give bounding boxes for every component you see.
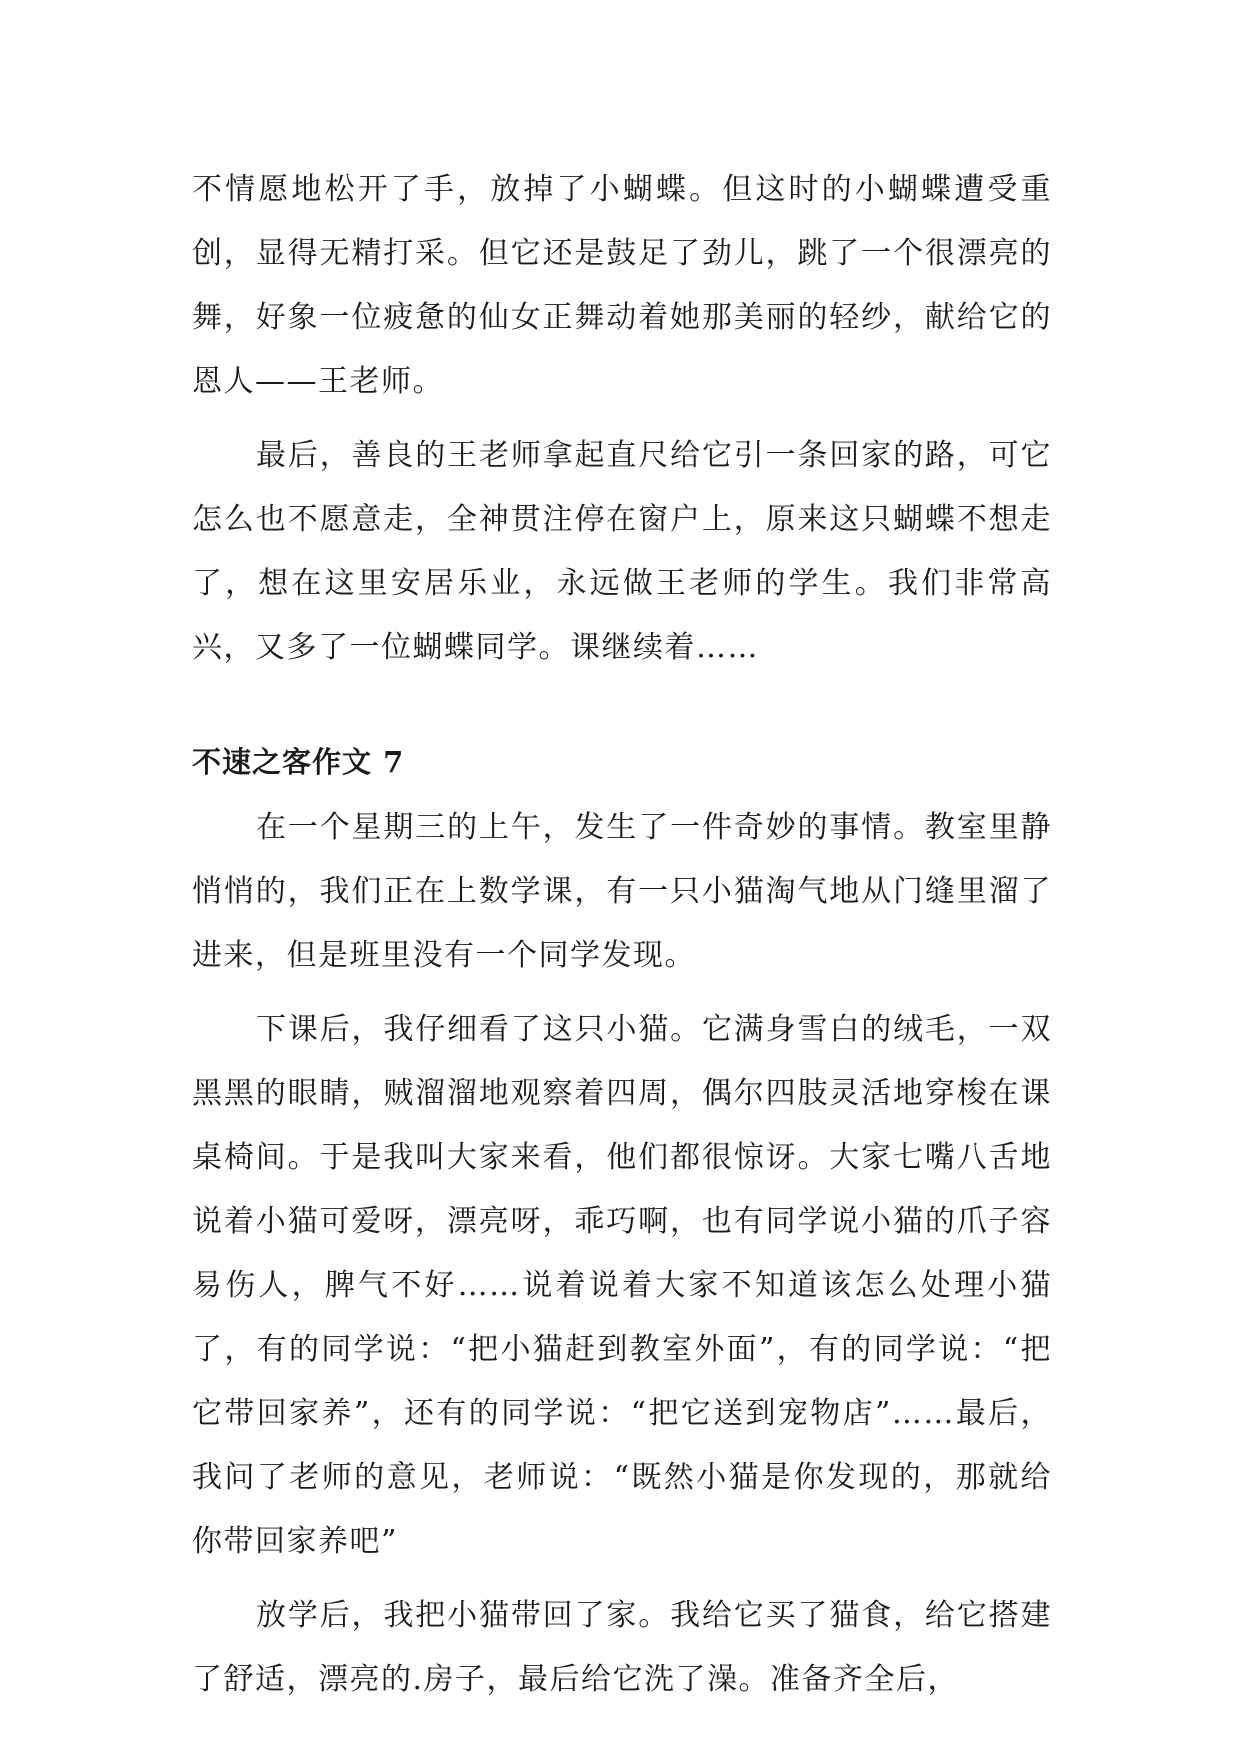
section-heading: 不速之客作文 7: [192, 745, 405, 779]
paragraph: 在一个星期三的上午，发生了一件奇妙的事情。教室里静悄悄的，我们正在上数学课，有一只小猫淘气地从门缝里溜了进来，但是班里没有一个同学发现。: [192, 810, 1052, 973]
paragraph: 放学后，我把小猫带回了家。我给它买了猫食，给它搭建了舒适，漂亮的.房子，最后给它洗了澡。准备齐全后，: [192, 1598, 1052, 1697]
paragraph: 不情愿地松开了手，放掉了小蝴蝶。但这时的小蝴蝶遭受重创，显得无精打采。但它还是鼓足了劲儿，跳了一个很漂亮的舞，好象一位疲惫的仙女正舞动着她那美丽的轻纱，献给它的恩人——王老师。: [192, 172, 1052, 399]
document-body: [192, 158, 1052, 1722]
paragraph: 下课后，我仔细看了这只小猫。它满身雪白的绒毛，一双黑黑的眼睛，贼溜溜地观察着四周，偶尔四肢灵活地穿梭在课桌椅间。于是我叫大家来看，他们都很惊讶。大家七嘴八舌地说着小猫可爱呀，漂亮呀，乖巧啊，也有同学说小猫的爪子容易伤人，脾气不好……说着说着大家不知道该怎么处理小猫了，有的同学说：“把小猫赶到教室外面”，有的同学说：“把它带回家养”，还有的同学说：“把它送到宠物店”……最后，我问了老师的意见，老师说：“既然小猫是你发现的，那就给你带回家养吧”: [192, 1012, 1052, 1559]
paragraph: 最后，善良的王老师拿起直尺给它引一条回家的路，可它怎么也不愿意走，全神贯注停在窗户上，原来这只蝴蝶不想走了，想在这里安居乐业，永远做王老师的学生。我们非常高兴，又多了一位蝴蝶同学。课继续着……: [192, 438, 1052, 665]
